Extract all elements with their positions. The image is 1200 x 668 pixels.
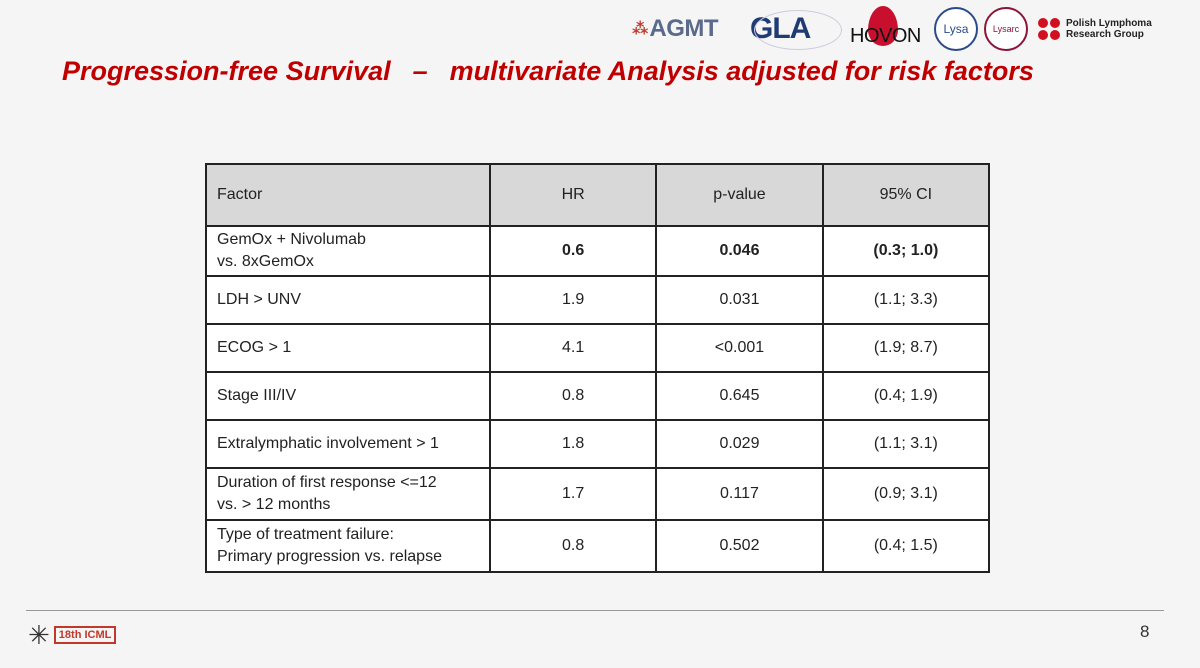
hr-cell: 1.7	[490, 468, 656, 520]
plrg-logo-text: Polish Lymphoma Research Group	[1066, 18, 1152, 40]
lysarc-logo-text: Lysarc	[992, 24, 1020, 34]
p-value-cell: <0.001	[656, 324, 822, 372]
multivariate-table	[205, 163, 990, 573]
table-header-row	[206, 164, 989, 226]
footer-divider	[26, 610, 1164, 611]
hr-cell: 1.9	[490, 276, 656, 324]
header-factor: Factor	[206, 164, 490, 226]
plrg-dots-icon	[1038, 18, 1060, 40]
table-row	[206, 324, 989, 372]
header-p-value: p-value	[656, 164, 822, 226]
table-row	[206, 468, 989, 520]
factor-cell: LDH > UNV	[206, 276, 490, 324]
factor-cell: Type of treatment failure: Primary progression vs. relapse	[206, 520, 490, 572]
ci-cell: (0.4; 1.5)	[823, 520, 989, 572]
ci-cell: (0.3; 1.0)	[823, 226, 989, 276]
ci-cell: (1.1; 3.3)	[823, 276, 989, 324]
table-row	[206, 520, 989, 572]
factor-cell: GemOx + Nivolumab vs. 8xGemOx	[206, 226, 490, 276]
p-value-cell: 0.029	[656, 420, 822, 468]
ci-cell: (0.9; 3.1)	[823, 468, 989, 520]
ci-cell: (1.9; 8.7)	[823, 324, 989, 372]
p-value-cell: 0.046	[656, 226, 822, 276]
lysa-logo-text: Lysa	[943, 22, 969, 36]
partner-logos	[632, 6, 1168, 52]
hr-cell: 1.8	[490, 420, 656, 468]
factor-cell: Stage III/IV	[206, 372, 490, 420]
gla-logo-text: GLA	[750, 12, 811, 45]
agmt-logo-text: AGMT	[649, 15, 719, 42]
agmt-dots-icon: ⁂	[632, 21, 649, 38]
ci-cell: (1.1; 3.1)	[823, 420, 989, 468]
p-value-cell: 0.502	[656, 520, 822, 572]
icml-logo	[28, 622, 116, 648]
header-ci: 95% CI	[823, 164, 989, 226]
lysa-logo	[934, 6, 982, 52]
hr-cell: 4.1	[490, 324, 656, 372]
table-row	[206, 372, 989, 420]
p-value-cell: 0.031	[656, 276, 822, 324]
hr-cell: 0.8	[490, 520, 656, 572]
table-row	[206, 420, 989, 468]
lysarc-logo	[984, 6, 1032, 52]
plrg-logo	[1038, 6, 1168, 52]
agmt-logo	[632, 6, 740, 52]
table-row	[206, 276, 989, 324]
hovon-logo-text: HOVON	[850, 24, 921, 47]
header-hr: HR	[490, 164, 656, 226]
slide-title	[62, 56, 1172, 87]
hovon-logo	[850, 6, 928, 52]
ci-cell: (0.4; 1.9)	[823, 372, 989, 420]
title-dash: –	[412, 56, 428, 86]
title-left: Progression-free Survival	[62, 56, 391, 86]
factor-cell: Duration of first response <=12 vs. > 12 months	[206, 468, 490, 520]
p-value-cell: 0.645	[656, 372, 822, 420]
p-value-cell: 0.117	[656, 468, 822, 520]
gla-ring-icon	[754, 10, 842, 50]
table-row	[206, 226, 989, 276]
factor-cell: Extralymphatic involvement > 1	[206, 420, 490, 468]
icml-logo-text: 18th ICML	[54, 626, 117, 644]
gla-logo	[750, 6, 844, 52]
hr-cell: 0.6	[490, 226, 656, 276]
page-number: 8	[1140, 622, 1150, 641]
title-right: multivariate Analysis adjusted for risk factors	[449, 56, 1034, 86]
lymphoma-cell-icon: ✳	[28, 620, 50, 650]
factor-cell: ECOG > 1	[206, 324, 490, 372]
hr-cell: 0.8	[490, 372, 656, 420]
